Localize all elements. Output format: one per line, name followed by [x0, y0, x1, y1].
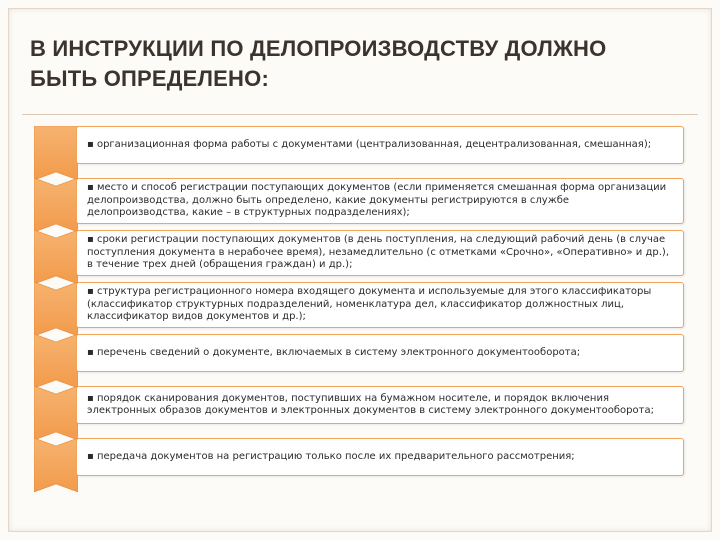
list-item-text: ▪ место и способ регистрации поступающих документов (если применяется смешанная форма организации делопроизводства, должно быть определено, какие документы регистрируются в службе делопроизводства, какие – в структурных подразделениях);: [87, 182, 667, 219]
chevron-step-4: [34, 282, 78, 336]
chevron-step-2: [34, 178, 78, 232]
title-divider: [22, 114, 698, 115]
chevron-step-1: [34, 126, 78, 180]
slide-title: [30, 34, 690, 94]
chevron-step-7: [34, 438, 78, 492]
list-item-text: ▪ перечень сведений о документе, включаемых в систему электронного документооборота;: [87, 346, 581, 358]
list-item-text: ▪ организационная форма работы с документами (централизованная, децентрализованная, смешанная);: [87, 138, 652, 150]
list-item: [76, 178, 684, 224]
title-line-2: БЫТЬ ОПРЕДЕЛЕНО:: [30, 66, 269, 91]
list-item-text: ▪ передача документов на регистрацию только после их предварительного рассмотрения;: [87, 450, 575, 462]
list-item: [76, 230, 684, 276]
chevron-step-5: [34, 334, 78, 388]
chevron-step-3: [34, 230, 78, 284]
chevron-step-6: [34, 386, 78, 440]
list-item: [76, 334, 684, 372]
list-item-text: ▪ структура регистрационного номера входящего документа и используемые для этого классификаторы (классификатор структурных подразделений, номенклатура дел, классификатор должностных лиц, классификатор видов документов и др.);: [87, 286, 652, 323]
title-line-1: В ИНСТРУКЦИИ ПО ДЕЛОПРОИЗВОДСТВУ ДОЛЖНО: [30, 36, 607, 61]
list-item-text: ▪ сроки регистрации поступающих документов (в день поступления, на следующий рабочий день (в случае поступления документа в нерабочее время), незамедлительно (с отметками «Срочно», «Оперативно» и др.), в течение трех дней (обращения граждан) и др.);: [87, 234, 669, 271]
list-item: [76, 126, 684, 164]
list-item: [76, 282, 684, 328]
list-item: [76, 386, 684, 424]
list-item: [76, 438, 684, 476]
list-item-text: ▪ порядок сканирования документов, поступивших на бумажном носителе, и порядок включения электронных образов документов и электронных документов в систему электронного документооборота;: [87, 392, 654, 416]
